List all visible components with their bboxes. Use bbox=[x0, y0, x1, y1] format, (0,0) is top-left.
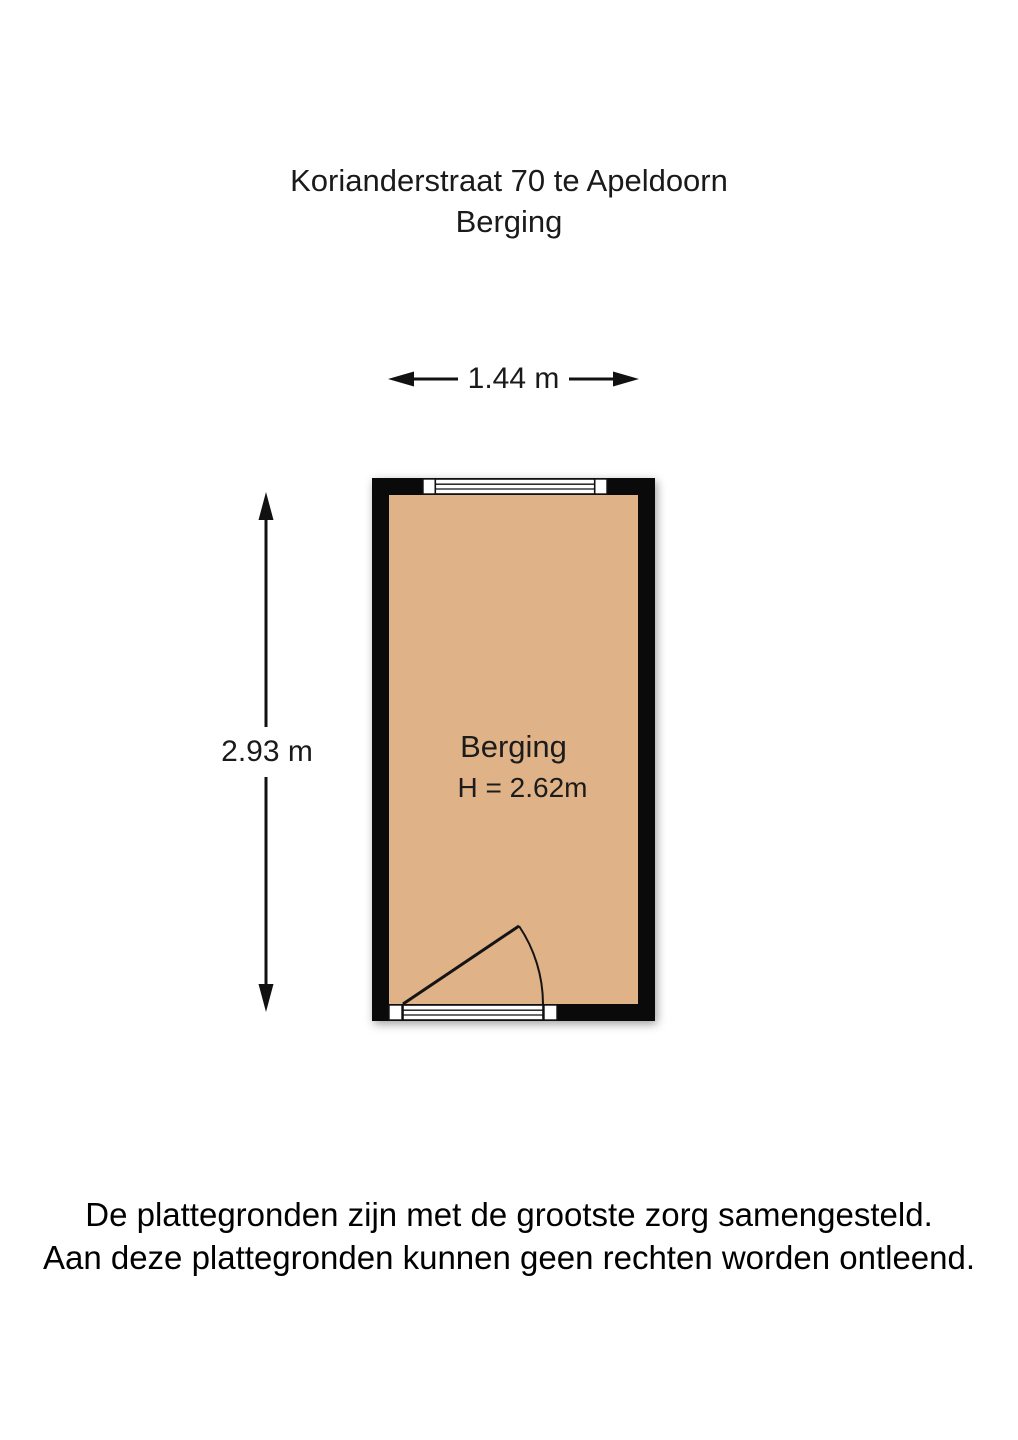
width-dimension-label: 1.44 m bbox=[467, 362, 560, 395]
room-name-label: Berging bbox=[460, 729, 567, 764]
arrow-right-icon bbox=[569, 370, 639, 388]
width-dimension bbox=[388, 358, 639, 400]
window-icon bbox=[422, 478, 608, 495]
disclaimer-line-1: De plattegronden zijn met de grootste zorg samengesteld. bbox=[85, 1196, 933, 1233]
arrow-left-icon bbox=[388, 370, 458, 388]
floorplan bbox=[372, 478, 655, 1021]
room-ceiling-height-label: H = 2.62m bbox=[457, 772, 588, 803]
title-room-name: Berging bbox=[455, 204, 563, 239]
disclaimer-line-2: Aan deze plattegronden kunnen geen rechten worden ontleend. bbox=[42, 1239, 976, 1276]
room-label-block bbox=[372, 730, 655, 804]
height-dimension bbox=[212, 492, 322, 1012]
door-threshold-icon bbox=[388, 1004, 558, 1021]
disclaimer bbox=[0, 1193, 1018, 1279]
height-dimension-label: 2.93 m bbox=[212, 727, 322, 777]
page-title bbox=[0, 160, 1018, 242]
title-address: Korianderstraat 70 te Apeldoorn bbox=[290, 163, 728, 198]
